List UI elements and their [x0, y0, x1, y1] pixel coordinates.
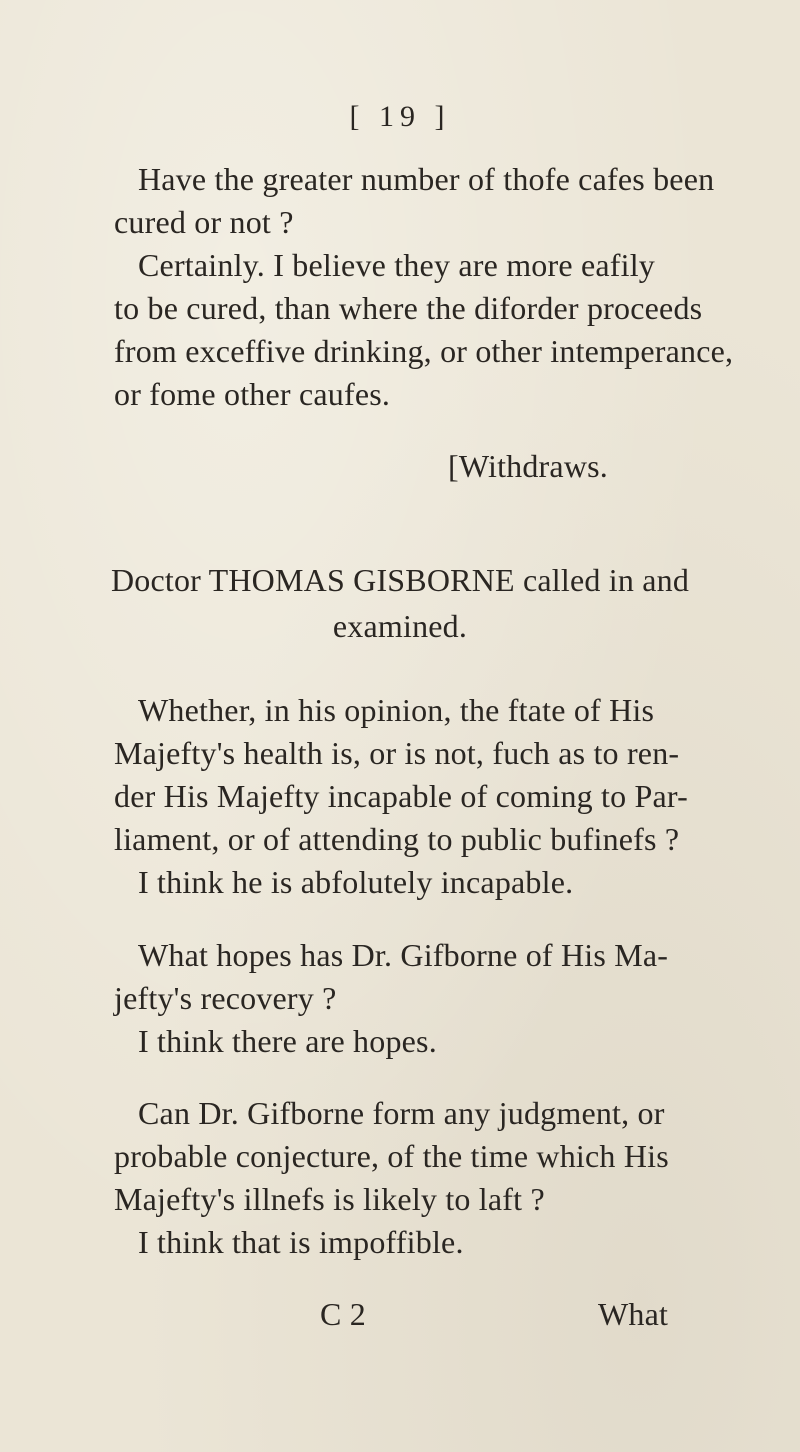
question-line: jefty's recovery ?: [114, 980, 337, 1016]
answer-line: I think that is impoffible.: [138, 1224, 464, 1260]
question-line: Whether, in his opinion, the ftate of His: [138, 692, 655, 728]
question-line: Majefty's illnefs is likely to laft ?: [114, 1181, 545, 1217]
question-line: cured or not ?: [114, 204, 294, 240]
question-line: der His Majefty incapable of coming to Par-: [114, 778, 689, 814]
signature-mark: C 2: [320, 1296, 366, 1332]
question-line: liament, or of attending to public bufinefs ?: [114, 821, 680, 857]
section-heading: examined.: [332, 608, 468, 644]
answer-line: to be cured, than where the diforder proceeds: [114, 290, 703, 326]
question-line: Have the greater number of thofe cafes been: [138, 161, 715, 197]
answer-line: I think he is abfolutely incapable.: [138, 864, 574, 900]
question-line: Majefty's health is, or is not, fuch as to ren-: [114, 735, 680, 771]
question-line: What hopes has Dr. Gifborne of His Ma-: [138, 937, 669, 973]
answer-line: I think there are hopes.: [138, 1023, 437, 1059]
catchword: What: [598, 1296, 669, 1332]
section-heading: Doctor THOMAS GISBORNE called in and: [110, 562, 690, 598]
question-line: probable conjecture, of the time which His: [114, 1138, 669, 1174]
page-number: [ 19 ]: [349, 100, 451, 133]
answer-line: from exceffive drinking, or other intemperance,: [114, 333, 734, 369]
question-line: Can Dr. Gifborne form any judgment, or: [138, 1095, 665, 1131]
answer-line: or fome other caufes.: [114, 376, 391, 412]
stage-direction: [Withdraws.: [448, 448, 608, 484]
answer-line: Certainly. I believe they are more eafily: [138, 247, 655, 283]
